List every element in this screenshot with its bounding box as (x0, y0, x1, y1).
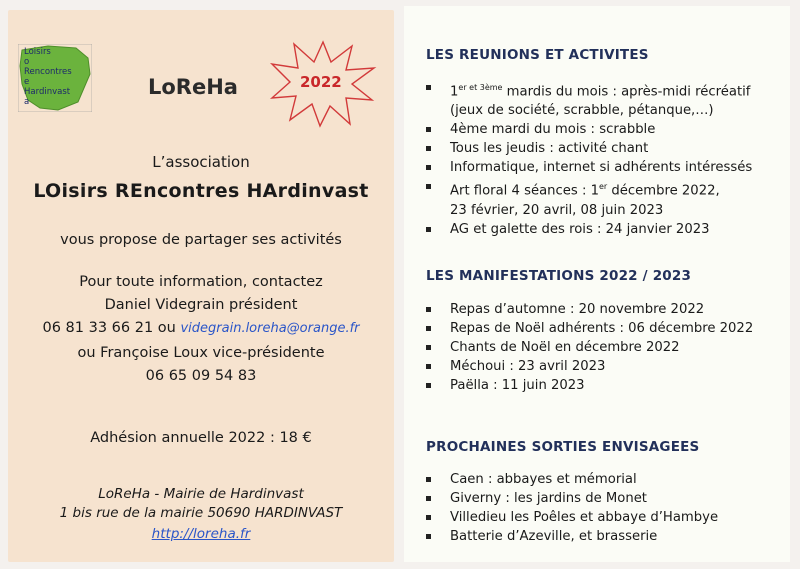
list-item: Méchoui : 23 avril 2023 (426, 357, 753, 376)
list-item: Informatique, internet si adhérents intéressés (426, 158, 752, 177)
list-item: Giverny : les jardins de Monet (426, 489, 718, 508)
list-item: 4ème mardi du mois : scrabble (426, 120, 752, 139)
list-item: Repas d’automne : 20 novembre 2022 (426, 300, 753, 319)
list-item: Art floral 4 séances : 1er décembre 2022, 23 février, 20 avril, 08 juin 2023 (426, 177, 752, 219)
intro-text: L’association (152, 153, 250, 171)
bullet-icon (426, 127, 431, 132)
membership-fee: Adhésion annuelle 2022 : 18 € (90, 430, 312, 446)
loreha-logo (18, 44, 90, 110)
bullet-icon (426, 534, 431, 539)
logo-word-rencontres: Rencontres (24, 67, 72, 77)
bullet-icon (426, 326, 431, 331)
list-item: Paëlla : 11 juin 2023 (426, 376, 753, 395)
logo-word-hardinvast: Hardinvast (24, 87, 71, 97)
logo-letter: a (24, 97, 30, 107)
meetings-list (426, 78, 752, 239)
bullet-icon (426, 146, 431, 151)
brand-name: LoReHa (148, 75, 238, 99)
bullet-icon (426, 165, 431, 170)
contact-intro: Pour toute information, contactez (79, 274, 323, 290)
logo-letter: e (24, 77, 30, 87)
section-title-outings: PROCHAINES SORTIES ENVISAGEES (426, 439, 700, 455)
list-item: $1^{er et 3ème}$ mardis du mois : après-midi récréatif (jeux de société, scrabble, pétanque,…) (426, 78, 752, 120)
list-item: Repas de Noël adhérents : 06 décembre 2022 (426, 319, 753, 338)
bullet-icon (426, 477, 431, 482)
section-title-meetings: LES REUNIONS ET ACTIVITES (426, 47, 649, 63)
list-item: Tous les jeudis : activité chant (426, 139, 752, 158)
logo-letter: o (24, 57, 30, 67)
list-item: Villedieu les Poêles et abbaye d’Hambye (426, 508, 718, 527)
list-item: Caen : abbayes et mémorial (426, 470, 718, 489)
bullet-icon (426, 307, 431, 312)
bullet-icon (426, 496, 431, 501)
section-title-events: LES MANIFESTATIONS 2022 / 2023 (426, 268, 692, 284)
bullet-icon (426, 364, 431, 369)
tagline: vous propose de partager ses activités (60, 232, 342, 248)
phone-email-line (8, 320, 394, 336)
bullet-icon (426, 184, 431, 189)
bullet-icon (426, 85, 431, 90)
list-item: AG et galette des rois : 24 janvier 2023 (426, 220, 752, 239)
bullet-icon (426, 227, 431, 232)
events-list (426, 300, 753, 395)
phone-vice-president: 06 65 09 54 83 (145, 368, 257, 384)
association-name: LOisirs REncontres HArdinvast (33, 180, 369, 202)
email-link[interactable]: videgrain.loreha@orange.fr (180, 321, 360, 336)
phone-president: 06 81 33 66 21 ou (42, 320, 176, 336)
address-line-2: 1 bis rue de la mairie 50690 HARDINVAST (59, 505, 343, 521)
year-badge: 2022 (300, 73, 342, 91)
outings-list (426, 470, 718, 546)
bullet-icon (426, 383, 431, 388)
vice-president-contact: ou Françoise Loux vice-présidente (77, 345, 325, 361)
president-contact: Daniel Videgrain président (104, 297, 298, 313)
bullet-icon (426, 345, 431, 350)
logo-word-loisirs: Loisirs (24, 47, 51, 57)
list-item: Chants de Noël en décembre 2022 (426, 338, 753, 357)
list-item: Batterie d’Azeville, et brasserie (426, 527, 718, 546)
bullet-icon (426, 515, 431, 520)
website-link[interactable]: http://loreha.fr (151, 526, 251, 542)
address-line-1: LoReHa - Mairie de Hardinvast (98, 486, 304, 502)
